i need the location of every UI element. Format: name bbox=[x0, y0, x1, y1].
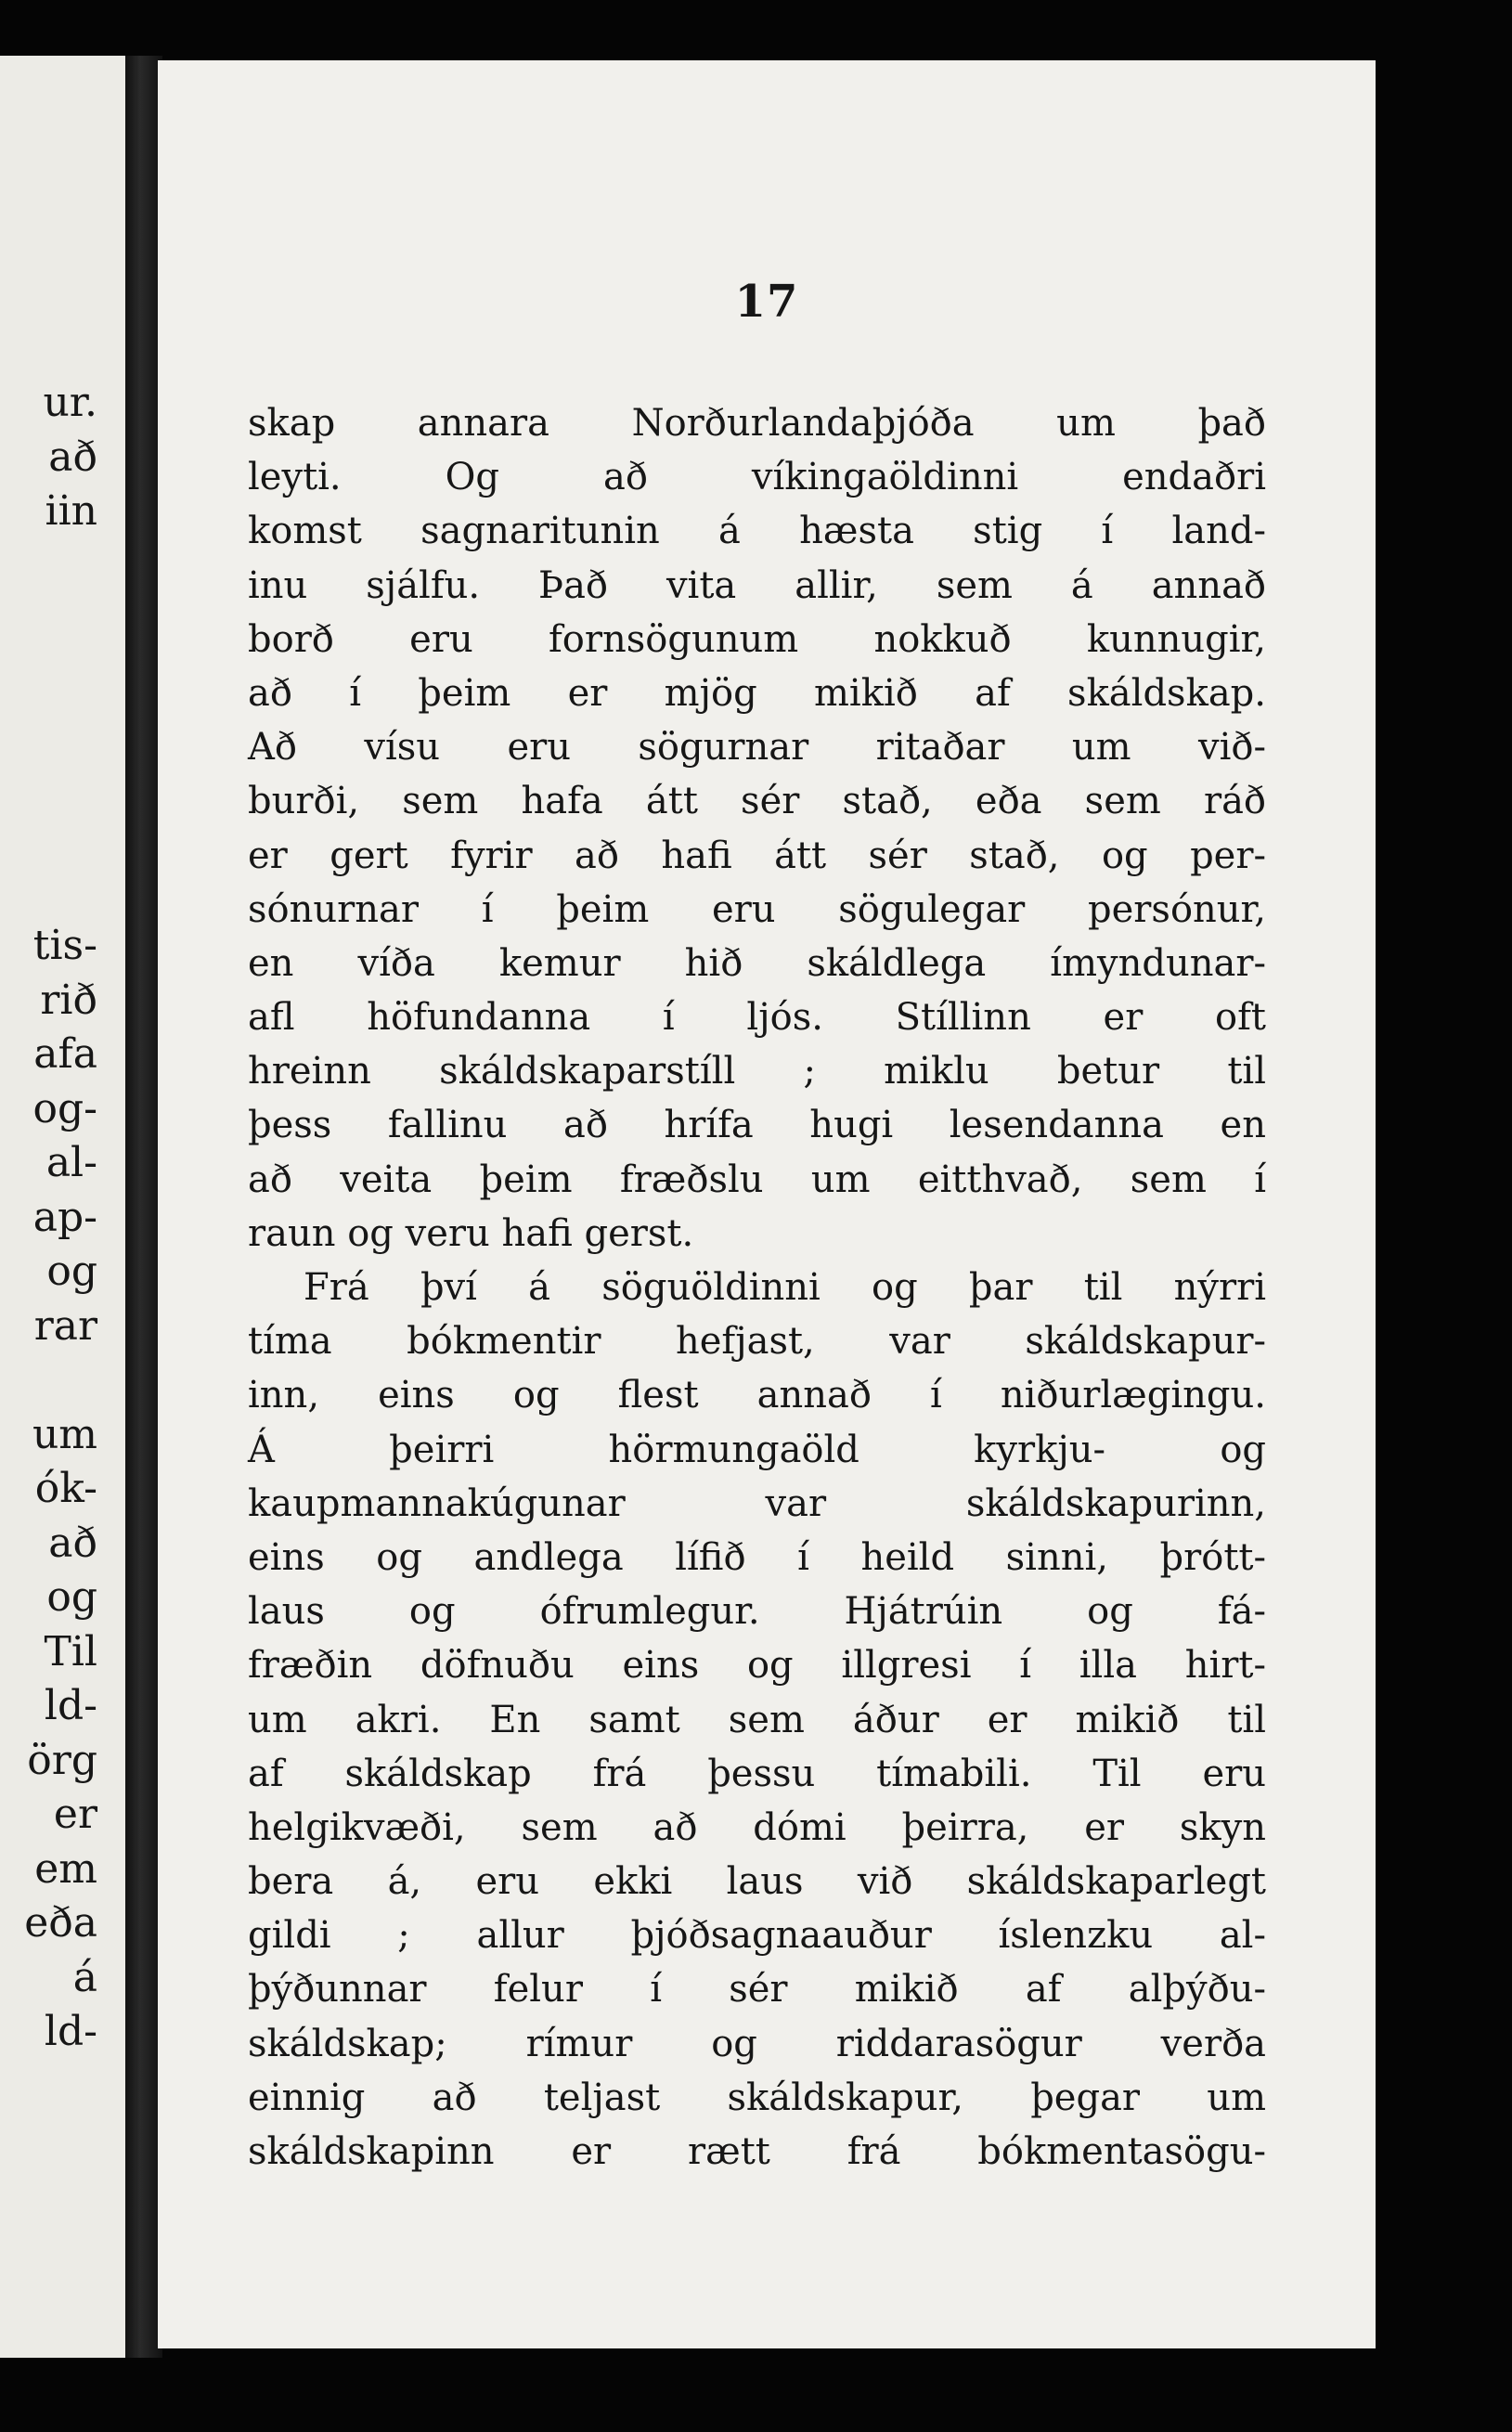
previous-page-fragment: em bbox=[34, 1844, 97, 1893]
text-line: fræðin döfnuðu eins og illgresi í illa hirt- bbox=[248, 1644, 1266, 1688]
book-page bbox=[158, 60, 1376, 2348]
text-line: þýðunnar felur í sér mikið af alþýðu- bbox=[248, 1968, 1266, 2012]
previous-page-fragment: og bbox=[46, 1248, 97, 1295]
text-line: raun og veru hafi gerst. bbox=[248, 1211, 694, 1255]
previous-page-fragment: tis- bbox=[32, 922, 97, 969]
text-line: afl höfundanna í ljós. Stíllinn er oft bbox=[248, 996, 1266, 1040]
previous-page-fragment: að bbox=[48, 1519, 97, 1567]
text-line: einnig að teljast skáldskapur, þegar um bbox=[248, 2076, 1266, 2119]
text-line: leyti. Og að víkingaöldinni endaðri bbox=[248, 456, 1266, 499]
previous-page-fragment: ap- bbox=[32, 1193, 97, 1241]
text-line: borð eru fornsögunum nokkuð kunnugir, bbox=[248, 617, 1266, 661]
text-line: að í þeim er mjög mikið af skáldskap. bbox=[248, 671, 1266, 715]
previous-page-fragment: Til bbox=[44, 1627, 97, 1675]
text-line: Frá því á söguöldinni og þar til nýrri bbox=[304, 1266, 1266, 1309]
previous-page-fragment: og bbox=[46, 1573, 97, 1621]
text-line: helgikvæði, sem að dómi þeirra, er skyn bbox=[248, 1805, 1266, 1849]
previous-page-fragment: eða bbox=[24, 1899, 97, 1947]
previous-page-fragment: ld- bbox=[44, 2008, 97, 2055]
text-line: um akri. En samt sem áður er mikið til bbox=[248, 1698, 1266, 1741]
text-line: eins og andlega lífið í heild sinni, þrótt- bbox=[248, 1535, 1266, 1579]
text-line: laus og ófrumlegur. Hjátrúin og fá- bbox=[248, 1590, 1266, 1634]
previous-page-fragment: rið bbox=[40, 976, 97, 1024]
page-number: 17 bbox=[734, 276, 799, 328]
text-line: en víða kemur hið skáldlega ímyndunar- bbox=[248, 941, 1266, 985]
previous-page-fragment: ur. bbox=[43, 379, 97, 426]
previous-page-fragment: á bbox=[72, 1953, 97, 2001]
text-line: af skáldskap frá þessu tímabili. Til eru bbox=[248, 1752, 1266, 1795]
text-line: gildi ; allur þjóðsagnaauður íslenzku al- bbox=[248, 1914, 1266, 1958]
text-line: Á þeirri hörmungaöld kyrkju- og bbox=[248, 1428, 1266, 1471]
text-line: burði, sem hafa átt sér stað, eða sem ráð bbox=[248, 780, 1266, 823]
text-line: hreinn skáldskaparstíll ; miklu betur til bbox=[248, 1050, 1266, 1093]
text-line: tíma bókmentir hefjast, var skáldskapur- bbox=[248, 1320, 1266, 1364]
text-line: kaupmannakúgunar var skáldskapurinn, bbox=[248, 1481, 1266, 1525]
previous-page-fragment: afa bbox=[33, 1030, 97, 1078]
text-line: komst sagnaritunin á hæsta stig í land- bbox=[248, 510, 1266, 553]
body-text bbox=[248, 396, 1266, 2179]
text-line: sónurnar í þeim eru sögulegar persónur, bbox=[248, 887, 1266, 931]
text-line: að veita þeim fræðslu um eitthvað, sem í bbox=[248, 1158, 1266, 1201]
book-spine-shadow bbox=[125, 56, 162, 2358]
previous-page-fragment: um bbox=[32, 1410, 97, 1458]
previous-page-fragment: er bbox=[53, 1791, 97, 1838]
text-line: skáldskap; rímur og riddarasögur verða bbox=[248, 2022, 1266, 2065]
text-line: inu sjálfu. Það vita allir, sem á annað bbox=[248, 563, 1266, 607]
previous-page-fragment: iin bbox=[45, 487, 97, 535]
text-line: þess fallinu að hrífa hugi lesendanna en bbox=[248, 1104, 1266, 1147]
previous-page-fragment: og- bbox=[32, 1084, 97, 1132]
previous-page-fragment: al- bbox=[45, 1139, 97, 1186]
previous-page-fragment: að bbox=[48, 433, 97, 481]
text-line: skap annara Norðurlandaþjóða um það bbox=[248, 402, 1266, 445]
previous-page-fragment: ld- bbox=[44, 1682, 97, 1729]
previous-page-edge bbox=[0, 56, 125, 2358]
text-line: Að vísu eru sögurnar ritaðar um við- bbox=[248, 726, 1266, 770]
text-line: skáldskapinn er rætt frá bókmentasögu- bbox=[248, 2130, 1266, 2173]
previous-page-fragment: örg bbox=[27, 1736, 97, 1784]
text-line: inn, eins og flest annað í niðurlægingu. bbox=[248, 1374, 1266, 1417]
text-line: er gert fyrir að hafi átt sér stað, og per- bbox=[248, 834, 1266, 877]
text-line: bera á, eru ekki laus við skáldskaparlegt bbox=[248, 1860, 1266, 1904]
previous-page-fragment: ók- bbox=[34, 1465, 97, 1512]
previous-page-fragment: rar bbox=[33, 1301, 97, 1350]
